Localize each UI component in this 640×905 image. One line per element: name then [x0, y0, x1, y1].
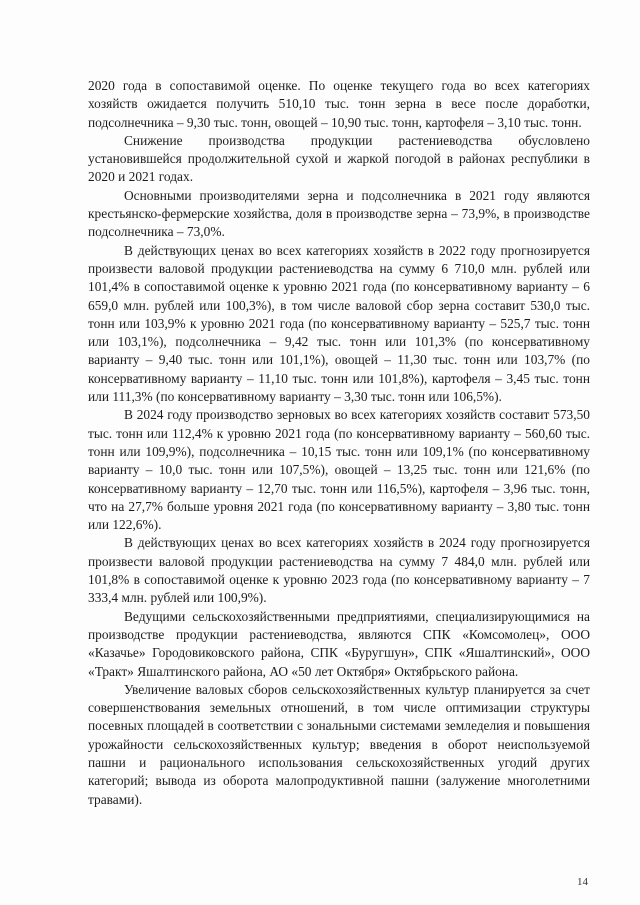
- paragraph-2022-forecast: В действующих ценах во всех категориях хозяйств в 2022 году прогнозируется произвести валовой продукции растениеводства на сумму 6 710,0 млн. рублей или 101,4% в сопоставимой оценке к уровню 2021 года (по консервативному варианту – 6 659,0 млн. рублей или 100,3%), в том числе валовой сбор зерна составит 530,0 тыс. тонн или 103,9% к уровню 2021 года (по консервативному варианту – 525,7 тыс. тонн или 103,1%), подсолнечника – 9,42 тыс. тонн или 101,3% (по консервативному варианту – 9,40 тыс. тонн или 101,1%), овощей – 11,30 тыс. тонн или 103,7% (по консервативному варианту – 11,10 тыс. тонн или 101,8%), картофеля – 3,45 тыс. тонн или 111,3% (по консервативному варианту – 3,30 тыс. тонн или 106,5%).: [88, 242, 590, 405]
- paragraph-leading-enterprises: Ведущими сельскохозяйственными предприятиями, специализирующимися на производстве продукции растениеводства, являются СПК «Комсомолец», ООО «Казачье» Городовиковского района, СПК «Буругшун», СПК «Яшалтинский», ООО «Тракт» Яшалтинского района, АО «50 лет Октября» Октябрьского района.: [88, 608, 590, 679]
- paragraph-2024-prices: В действующих ценах во всех категориях хозяйств в 2024 году прогнозируется произвести валовой продукции растениеводства на сумму 7 484,0 млн. рублей или 101,8% в сопоставимой оценке к уровню 2023 года (по консервативному варианту – 7 333,4 млн. рублей или 100,9%).: [88, 535, 590, 606]
- paragraph-continuation: 2020 года в сопоставимой оценке. По оценке текущего года во всех категориях хозяйств ожидается получить 510,10 тыс. тонн зерна в весе после доработки, подсолнечника – 9,30 тыс. тонн, овощей – 10,90 тыс. тонн, картофеля – 3,10 тыс. тонн.: [88, 78, 590, 130]
- page-number: 14: [577, 876, 588, 888]
- paragraph-production-decline: Снижение производства продукции растениеводства обусловлено установившейся продолжительной сухой и жаркой погодой в районах республики в 2020 и 2021 годах.: [88, 132, 590, 185]
- paragraph-yield-increase: Увеличение валовых сборов сельскохозяйственных культур планируется за счет совершенствования земельных отношений, в том числе оптимизации структуры посевных площадей в соответствии с зональными системами земледелия и повышения урожайности сельскохозяйственных культур; введения в оборот неиспользуемой пашни и рационального использования сельскохозяйственных угодий других категорий; вывода из оборота малопродуктивной пашни (залужение многолетними травами).: [88, 681, 590, 807]
- body-text: [88, 77, 590, 809]
- paragraph-main-producers: Основными производителями зерна и подсолнечника в 2021 году являются крестьянско-фермерские хозяйства, доля в производстве зерна – 73,9%, в производстве подсолнечника – 73,0%.: [88, 187, 590, 240]
- paragraph-2024-production: В 2024 году производство зерновых во всех категориях хозяйств составит 573,50 тыс. тонн или 112,4% к уровню 2021 года (по консервативному варианту – 560,60 тыс. тонн или 109,9%), подсолнечника – 10,15 тыс. тонн или 109,1% (по консервативному варианту – 10,0 тыс. тонн или 107,5%), овощей – 13,25 тыс. тонн или 121,6% (по консервативному варианту – 12,70 тыс. тонн или 116,5%), картофеля – 3,96 тыс. тонн, что на 27,7% больше уровня 2021 года (по консервативному варианту – 3,80 тыс. тонн или 122,6%).: [88, 407, 590, 533]
